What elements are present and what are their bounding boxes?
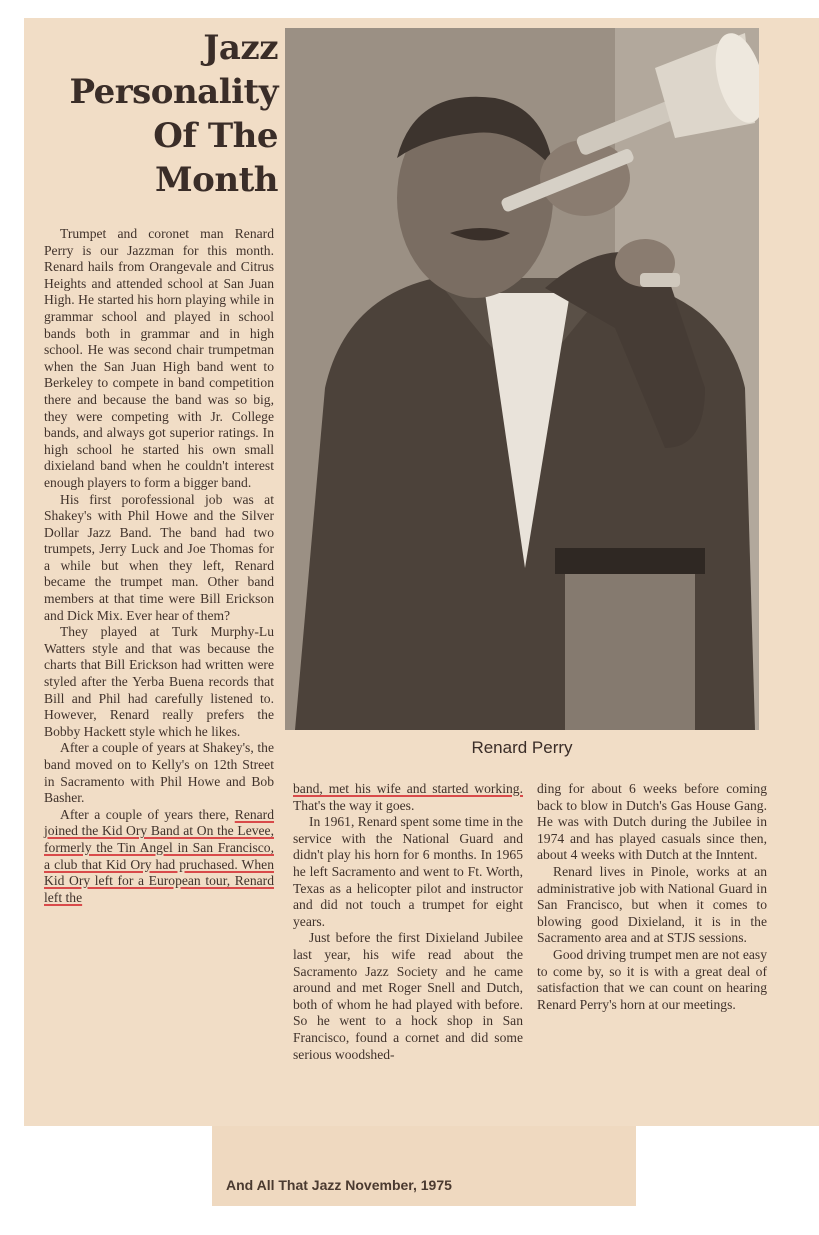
publication-footer: And All That Jazz November, 1975 bbox=[226, 1177, 452, 1193]
column-3 bbox=[537, 781, 767, 1013]
column-2 bbox=[293, 781, 523, 1063]
headline bbox=[30, 26, 278, 202]
underlined-passage: band, met his wife and started working. bbox=[293, 781, 523, 796]
trumpet-player-illustration bbox=[285, 28, 759, 730]
paragraph: Good driving trumpet men are not easy to come by, so it is with a great deal of satisfaction that we can count on hearing Renard Perry's horn at our meetings. bbox=[537, 946, 767, 1012]
paragraph: They played at Turk Murphy-Lu Watters style and that was because the charts that Bill Erickson had written were styled after the Yerba Buena records that Bill and Phil had carefully listened to. However, Renard really prefers the Bobby Hackett style which he likes. bbox=[44, 624, 274, 739]
underlined-passage: Renard joined the Kid Ory Band at On the Levee, formerly the Tin Angel in San Francisco, a club that Kid Ory had pruchased. When Kid Ory left for a European tour, Renard left the bbox=[44, 806, 275, 905]
paragraph-lead: After a couple of years there, bbox=[60, 806, 230, 822]
headline-line-2: Personality bbox=[69, 72, 278, 112]
portrait-photo bbox=[285, 28, 759, 730]
photo-caption: Renard Perry bbox=[471, 738, 573, 757]
column-1-top bbox=[44, 226, 274, 906]
paragraph: ding for about 6 weeks before coming back to blow in Dutch's Gas House Gang. He was with Dutch during the Jubilee in 1974 and has played casuals since then, about 4 weeks with Dutch at the Inntent. bbox=[537, 781, 767, 863]
footer-strip bbox=[212, 1126, 636, 1206]
paragraph bbox=[44, 807, 274, 907]
headline-line-1: Jazz bbox=[203, 28, 278, 68]
headline-line-4: Month bbox=[155, 160, 278, 200]
paragraph: In 1961, Renard spent some time in the service with the National Guard and didn't play his horn for 6 months. In 1965 he left Sacramento and went to Ft. Worth, Texas as a helicopter pilot and instructor and did not touch a trumpet for eight years. bbox=[293, 814, 523, 929]
paragraph: Just before the first Dixieland Jubilee last year, his wife read about the Sacramento Jazz Society and he came around and met Roger Snell and Dutch, both of whom he had played with before. So he went to a hock shop in San Francisco, found a cornet and did some serious woodshed- bbox=[293, 930, 523, 1062]
paragraph-rest: That's the way it goes. bbox=[293, 797, 415, 813]
paragraph: Trumpet and coronet man Renard Perry is our Jazzman for this month. Renard hails from Orangevale and Citrus Heights and attended school at San Juan High. He started his horn playing while in grammar school and played in school bands both in grammar and in high school. He was second chair trumpetman when the San Juan High band went to Berkeley to compete in band competition there and because the band was so big, they were competing with Jr. College bands, and always got superior ratings. In high school he started his own small dixieland band when he couldn't interest enough players to form a bigger band. bbox=[44, 226, 274, 490]
paragraph: Renard lives in Pinole, works at an administrative job with National Guard in San Francisco, but when it comes to blowing good Dixieland, it is in the Sacramento area and at STJS sessions. bbox=[537, 863, 767, 946]
paragraph bbox=[293, 781, 523, 814]
paragraph: His first porofessional job was at Shakey's with Phil Howe and the Silver Dollar Jazz Band. The band had two trumpets, Jerry Luck and Joe Thomas for a while but when they left, Renard became the trumpet man. Other band members at that time were Bill Erickson and Dick Mix. Ever hear of them? bbox=[44, 491, 274, 623]
headline-line-3: Of The bbox=[153, 116, 278, 156]
paragraph: After a couple of years at Shakey's, the band moved on to Kelly's on 12th Street in Sacramento with Phil Howe and Bob Basher. bbox=[44, 740, 274, 806]
